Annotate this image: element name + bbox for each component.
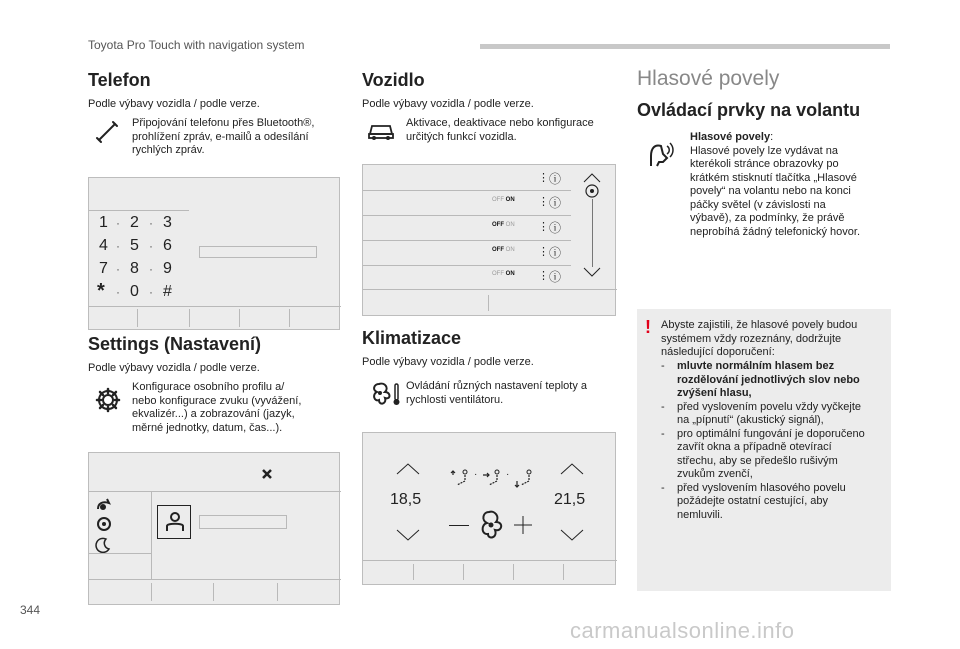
scroll-position-icon: [584, 183, 600, 199]
key-9[interactable]: 9: [163, 260, 172, 277]
temp-left-up-icon[interactable]: [396, 463, 420, 475]
key-7[interactable]: 7: [99, 260, 108, 277]
vozidlo-screen: [362, 164, 616, 316]
telefon-desc: Připojování telefonu přes Bluetooth®, prohlížení zpráv, e-mailů a odesílání rychlých zpráv.: [132, 117, 315, 156]
header-rule: [480, 44, 890, 49]
key-1[interactable]: 1: [99, 214, 108, 231]
number-display: [199, 246, 317, 258]
settings-screen: [88, 452, 340, 605]
temp-left-down-icon[interactable]: [396, 529, 420, 541]
key-6[interactable]: 6: [163, 237, 172, 254]
phone-icon: [95, 120, 119, 144]
fan-decrease-icon[interactable]: [449, 525, 469, 526]
key-hash[interactable]: #: [163, 283, 172, 300]
info-icon[interactable]: ⓘ: [549, 172, 562, 186]
info-icon[interactable]: ⓘ: [549, 221, 562, 235]
gear-icon: [94, 386, 122, 414]
audio-profile-icon[interactable]: [95, 495, 113, 513]
warning-icon: !: [645, 317, 651, 337]
klimatizace-screen: · ·: [362, 432, 616, 585]
list-item: - před vyslovením hlasového povelu požádejte ostatní cestující, aby nemluvili.: [661, 481, 846, 521]
telefon-screen: [88, 177, 340, 330]
climate-fan-icon: [367, 380, 401, 408]
warning-intro: Abyste zajistili, že hlasové povely budou systémem vždy rozeznány, dodržujte následující doporučení:: [661, 319, 858, 358]
scroll-down-icon[interactable]: [583, 267, 601, 277]
key-2[interactable]: 2: [130, 214, 139, 231]
person-icon: [164, 511, 186, 533]
airflow-feet-icon[interactable]: [513, 467, 537, 489]
klimatizace-subtitle: Podle výbavy vozidla / podle verze.: [362, 356, 534, 368]
hlasove-subtitle: Ovládací prvky na volantu: [637, 100, 861, 120]
toggle-switch[interactable]: OFF ON: [492, 222, 515, 228]
list-item: - před vyslovením povelu vždy vyčkejte na „pípnutí“ (akustický signál),: [661, 400, 862, 426]
temp-right-down-icon[interactable]: [560, 529, 584, 541]
klimatizace-desc: Ovládání různých nastavení teploty a rychlosti ventilátoru.: [406, 380, 587, 406]
scroll-up-icon[interactable]: [583, 173, 601, 183]
temp-right-up-icon[interactable]: [560, 463, 584, 475]
fan-increase-icon[interactable]: [513, 515, 533, 535]
info-icon[interactable]: ⓘ: [549, 246, 562, 260]
key-5[interactable]: 5: [130, 237, 139, 254]
vozidlo-desc: Aktivace, deaktivace nebo konfigurace určitých funkcí vozidla.: [406, 117, 594, 143]
toggle-switch[interactable]: OFF ON: [492, 247, 515, 253]
hlasove-desc: Hlasové povely: Hlasové povely lze vydávat na kterékoli stránce obrazovky po krátkém stisknutí tlačítka „Hlasové povely“ na volantu nebo na konci páčky světel (v závislosti na výbavě), za podmínky, že právě neprobíhá žádný telefonický hovor.: [690, 131, 861, 238]
voice-command-icon: [643, 138, 677, 170]
key-0[interactable]: 0: [130, 283, 139, 300]
klimatizace-title: Klimatizace: [362, 328, 462, 348]
temperature-left: 18,5: [390, 491, 422, 508]
scrollbar-track[interactable]: [592, 199, 593, 267]
settings-subtitle: Podle výbavy vozidla / podle verze.: [88, 362, 260, 374]
vozidlo-title: Vozidlo: [362, 70, 425, 90]
temperature-right: 21,5: [554, 491, 586, 508]
running-header: Toyota Pro Touch with navigation system: [88, 38, 305, 52]
airflow-body-icon[interactable]: [481, 467, 505, 489]
settings-gear-icon[interactable]: [95, 515, 113, 533]
profile-button[interactable]: [157, 505, 191, 539]
toggle-switch[interactable]: OFF ON: [492, 197, 515, 203]
airflow-face-icon[interactable]: [449, 467, 473, 489]
list-item: - pro optimální fungování je doporučeno zavřít okna a případně otevírací střechu, aby se předešlo rušivým zvukům zvenčí,: [661, 427, 865, 480]
vozidlo-subtitle: Podle výbavy vozidla / podle verze.: [362, 98, 534, 110]
settings-desc: Konfigurace osobního profilu a/ nebo konfigurace zvuku (vyvážení, ekvalizér...) a zobrazování (jazyk, měrné jednotky, datum, čas...).: [132, 381, 302, 434]
car-icon: [366, 118, 396, 142]
key-3[interactable]: 3: [163, 214, 172, 231]
fan-icon: [475, 509, 507, 541]
list-item: - mluvte normálním hlasem bez rozdělování jednotlivých slov nebo zvýšení hlasu,: [661, 360, 860, 399]
moon-icon[interactable]: [95, 537, 111, 553]
watermark: carmanualsonline.info: [570, 618, 795, 643]
close-icon[interactable]: [261, 468, 273, 480]
hlasove-title: Hlasové povely: [637, 67, 780, 90]
page-number: 344: [20, 603, 41, 617]
settings-title: Settings (Nastavení): [88, 334, 262, 354]
warning-bullets: [661, 360, 865, 522]
toggle-switch[interactable]: OFF ON: [492, 271, 515, 277]
info-icon[interactable]: ⓘ: [549, 270, 562, 284]
info-icon[interactable]: ⓘ: [549, 196, 562, 210]
key-8[interactable]: 8: [130, 260, 139, 277]
key-4[interactable]: 4: [99, 237, 108, 254]
telefon-subtitle: Podle výbavy vozidla / podle verze.: [88, 98, 260, 110]
telefon-title: Telefon: [88, 70, 151, 90]
key-star[interactable]: *: [97, 280, 105, 302]
